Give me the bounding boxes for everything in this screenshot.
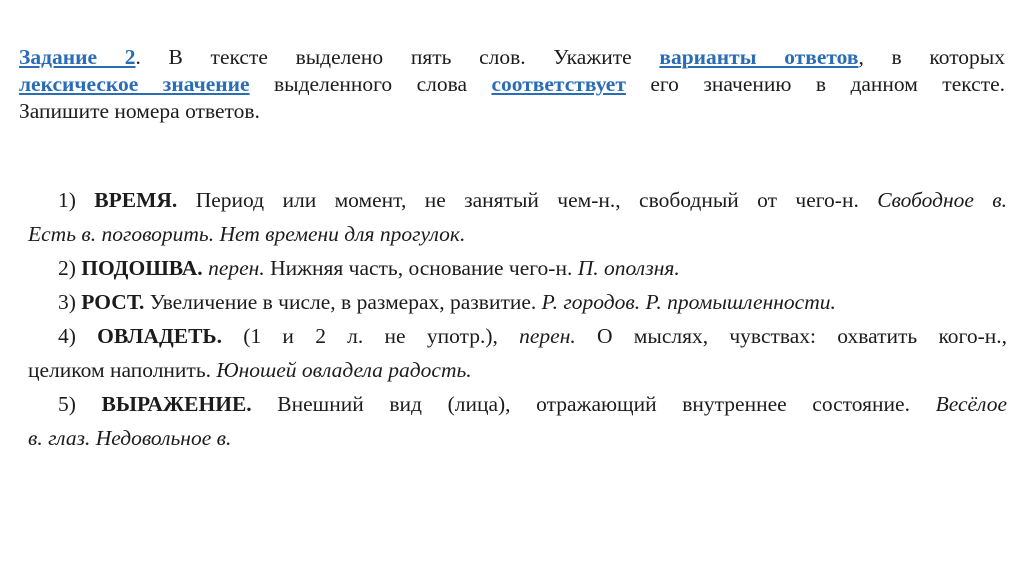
list-item — [28, 183, 1007, 251]
grammar-note: (1 и 2 л. не употр.), — [222, 324, 520, 348]
headword: ВРЕМЯ. — [94, 188, 178, 212]
example: Юношей овладела радость. — [216, 358, 472, 382]
task-label-link[interactable]: Задание 2 — [19, 45, 136, 69]
definition: Внешний вид (лица), отражающий внутреннее состояние. — [251, 392, 936, 416]
item-line — [28, 251, 1007, 285]
usage-mark: перен. — [519, 324, 576, 348]
item-line — [28, 285, 1007, 319]
definition-list — [28, 183, 1007, 455]
task-text: его значению в данном тексте. — [625, 72, 1006, 96]
definition: целиком наполнить. — [28, 358, 217, 382]
example: Р. городов. Р. промышленности. — [541, 290, 836, 314]
list-item — [28, 319, 1007, 387]
task-line-2 — [19, 71, 1005, 98]
item-line — [28, 319, 1007, 353]
list-item — [28, 251, 1007, 285]
item-line — [28, 183, 1007, 217]
example: Весёлое — [935, 392, 1007, 416]
task-statement — [19, 44, 1005, 125]
answer-variants-link[interactable]: варианты ответов — [659, 45, 859, 69]
item-number: 5) — [58, 392, 102, 416]
item-number: 3) — [58, 290, 82, 314]
task-line-3: Запишите номера ответов. — [19, 99, 260, 123]
task-text: . В тексте выделено пять слов. Укажите — [135, 45, 660, 69]
headword: РОСТ. — [81, 290, 145, 314]
list-item — [28, 387, 1007, 455]
item-number: 1) — [58, 188, 95, 212]
headword: ПОДОШВА. — [81, 256, 203, 280]
example: Есть в. поговорить. Нет времени для прогулок. — [28, 222, 466, 246]
lexical-meaning-link[interactable]: лексическое значение — [19, 72, 250, 96]
headword: ВЫРАЖЕНИЕ. — [101, 392, 252, 416]
item-number: 4) — [58, 324, 98, 348]
definition: Нижняя часть, основание чего-н. — [264, 256, 578, 280]
list-item — [28, 285, 1007, 319]
item-line — [28, 387, 1007, 421]
definition: Увеличение в числе, в размерах, развитие. — [144, 290, 542, 314]
example: П. оползня. — [577, 256, 680, 280]
usage-mark: перен. — [202, 256, 265, 280]
item-line — [28, 353, 1007, 387]
definition: Период или момент, не занятый чем-н., свободный от чего-н. — [177, 188, 878, 212]
task-line-1 — [19, 44, 1005, 71]
example: Свободное в. — [877, 188, 1007, 212]
task-text: , в которых — [858, 45, 1005, 69]
task-text: выделенного слова — [249, 72, 492, 96]
corresponds-link[interactable]: соответствует — [491, 72, 626, 96]
headword: ОВЛАДЕТЬ. — [97, 324, 223, 348]
item-number: 2) — [58, 256, 82, 280]
example: в. глаз. Недовольное в. — [28, 426, 232, 450]
definition: О мыслях, чувствах: охватить кого-н., — [575, 324, 1008, 348]
